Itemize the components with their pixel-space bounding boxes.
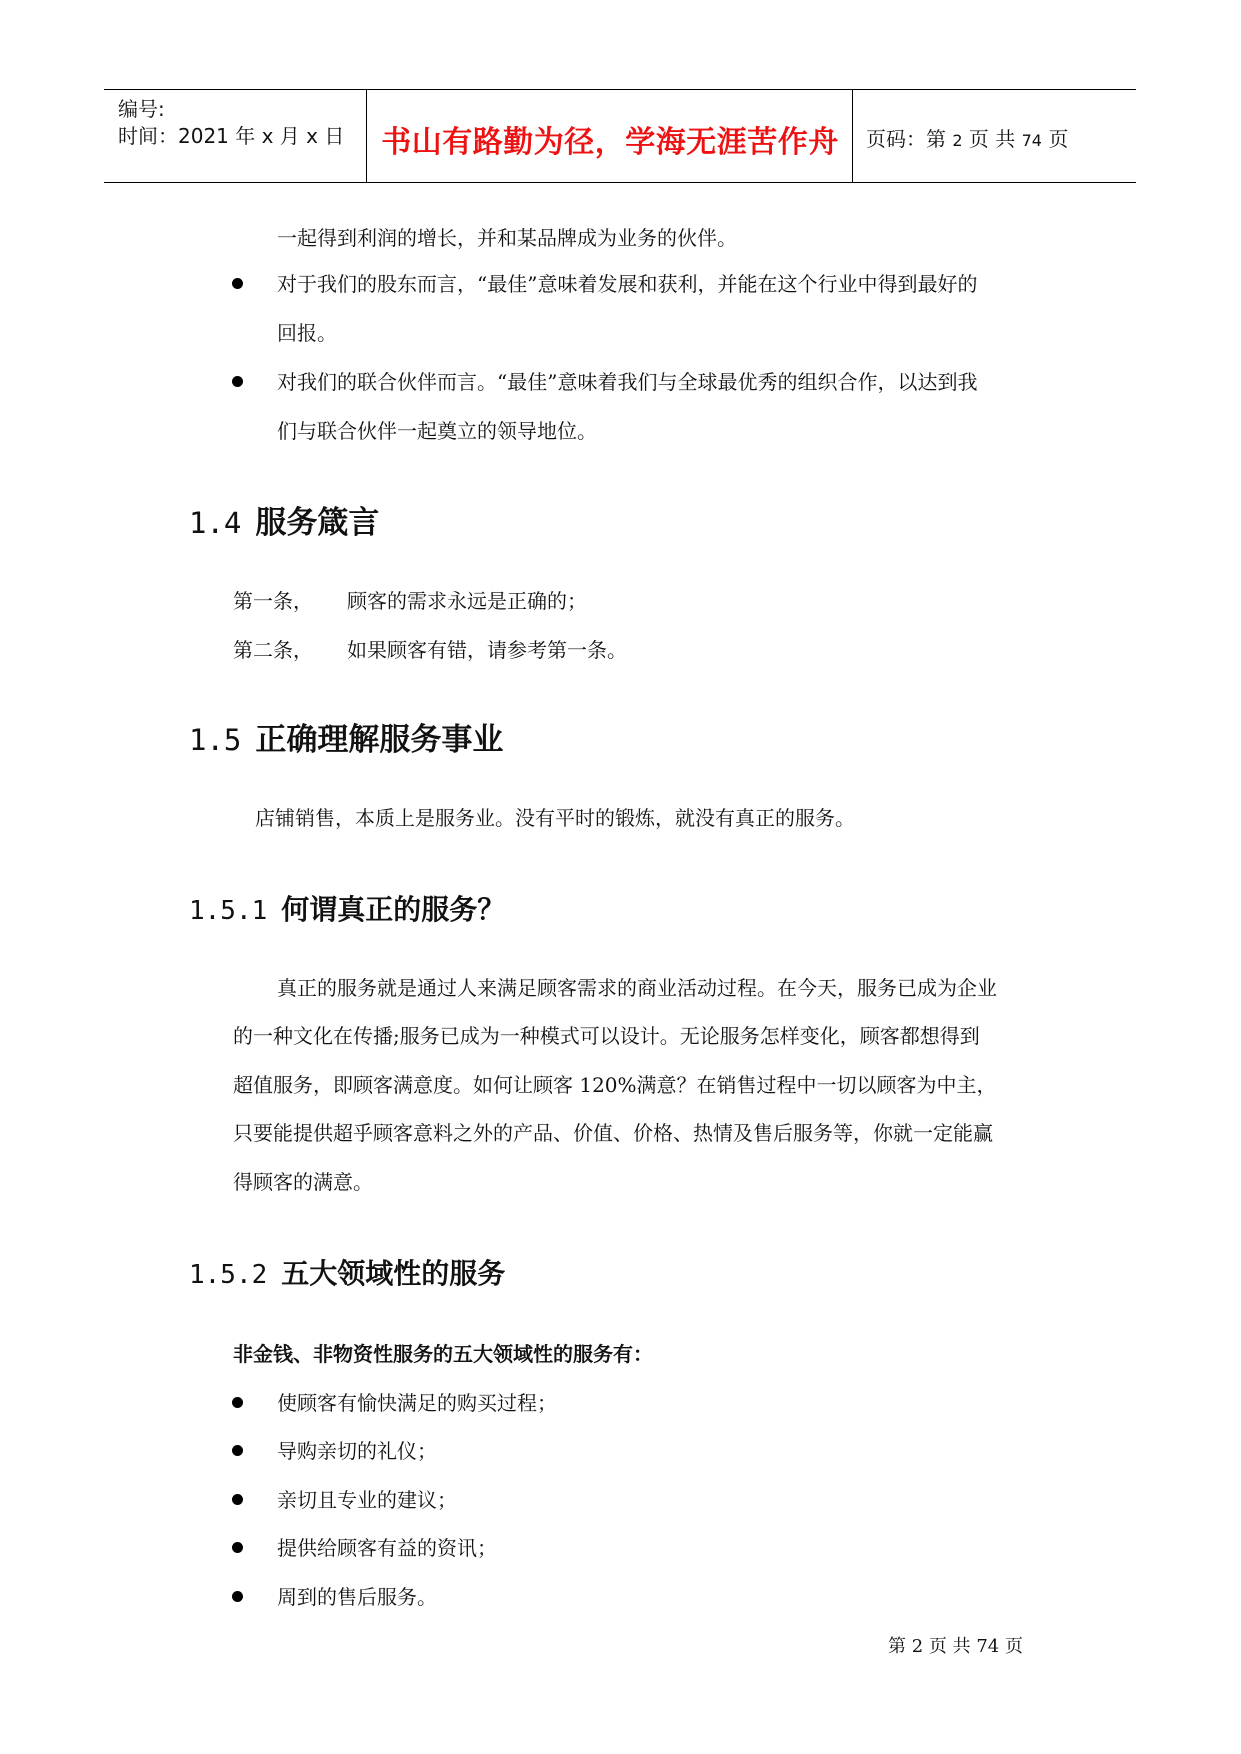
list-item: 导购亲切的礼仪； — [277, 1439, 437, 1463]
bullet-dot — [232, 1542, 243, 1553]
paragraph-line: 的一种文化在传播;服务已成为一种模式可以设计。无论服务怎样变化，顾客都想得到 — [233, 1024, 980, 1048]
continuation-line: 一起得到利润的增长，并和某品牌成为业务的伙伴。 — [277, 226, 737, 250]
bullet-text: 们与联合伙伴一起奠立的领导地位。 — [277, 419, 597, 443]
subsection-number: 1.5.2 — [189, 1260, 268, 1290]
paragraph-line: 只要能提供超乎顾客意料之外的产品、价值、价格、热情及售后服务等，你就一定能赢 — [233, 1121, 993, 1145]
article-label: 第一条， — [233, 589, 313, 613]
section-heading — [189, 714, 503, 759]
subsection-heading — [189, 1252, 505, 1292]
section-number: 1.5 — [189, 723, 242, 757]
subsection-heading — [189, 888, 505, 928]
bullet-dot — [232, 1591, 243, 1602]
page-header — [104, 89, 1136, 183]
page-number: 2 — [952, 131, 963, 150]
bullet-dot — [232, 376, 243, 387]
header-divider — [852, 90, 853, 182]
bullet-text: 对于我们的股东而言，“最佳”意味着发展和获利，并能在这个行业中得到最好的 — [277, 272, 978, 296]
bullet-dot — [232, 1445, 243, 1456]
paragraph-line: 得顾客的满意。 — [233, 1170, 373, 1194]
paragraph: 店铺销售，本质上是服务业。没有平时的锻炼，就没有真正的服务。 — [255, 806, 855, 830]
paragraph-line: 真正的服务就是通过人来满足顾客需求的商业活动过程。在今天，服务已成为企业 — [277, 976, 997, 1000]
list-item: 亲切且专业的建议； — [277, 1488, 457, 1512]
paragraph-line: 超值服务，即顾客满意度。如何让顾客 120%满意？在销售过程中一切以顾客为中主， — [233, 1073, 997, 1097]
number-label: 编号: — [118, 97, 165, 121]
header-divider — [366, 90, 367, 182]
page-suffix: 页 — [1048, 127, 1069, 151]
bullet-dot — [232, 1494, 243, 1505]
list-item: 提供给顾客有益的资讯； — [277, 1536, 497, 1560]
header-page-info — [866, 123, 1068, 152]
page-mid: 页 共 — [968, 127, 1016, 151]
list-item: 使顾客有愉快满足的购买过程； — [277, 1391, 557, 1415]
subsection-number: 1.5.1 — [189, 896, 268, 926]
header-info-cell — [104, 90, 366, 182]
article-text: 顾客的需求永远是正确的； — [347, 589, 587, 613]
article-text: 如果顾客有错，请参考第一条。 — [347, 638, 627, 662]
section-title: 正确理解服务事业 — [255, 722, 504, 758]
list-lead: 非金钱、非物资性服务的五大领域性的服务有： — [233, 1342, 653, 1366]
header-motto: 书山有路勤为径，学海无涯苦作舟 — [381, 125, 839, 160]
section-number: 1.4 — [189, 506, 242, 540]
bullet-text: 回报。 — [277, 321, 337, 345]
page-footer: 第 2 页 共 74 页 — [888, 1636, 1023, 1657]
bullet-text: 对我们的联合伙伴而言。“最佳”意味着我们与全球最优秀的组织合作，以达到我 — [277, 370, 978, 394]
bullet-dot — [232, 1397, 243, 1408]
list-item: 周到的售后服务。 — [277, 1585, 437, 1609]
page-prefix: 页码：第 — [866, 127, 946, 151]
time-label: 时间：2021 年 x 月 x 日 — [118, 124, 345, 148]
section-heading — [189, 497, 379, 542]
page-total: 74 — [1021, 131, 1042, 150]
article-label: 第二条， — [233, 638, 313, 662]
subsection-title: 何谓真正的服务？ — [281, 893, 506, 926]
bullet-dot — [232, 278, 243, 289]
section-title: 服务箴言 — [255, 505, 380, 541]
subsection-title: 五大领域性的服务 — [281, 1257, 506, 1290]
